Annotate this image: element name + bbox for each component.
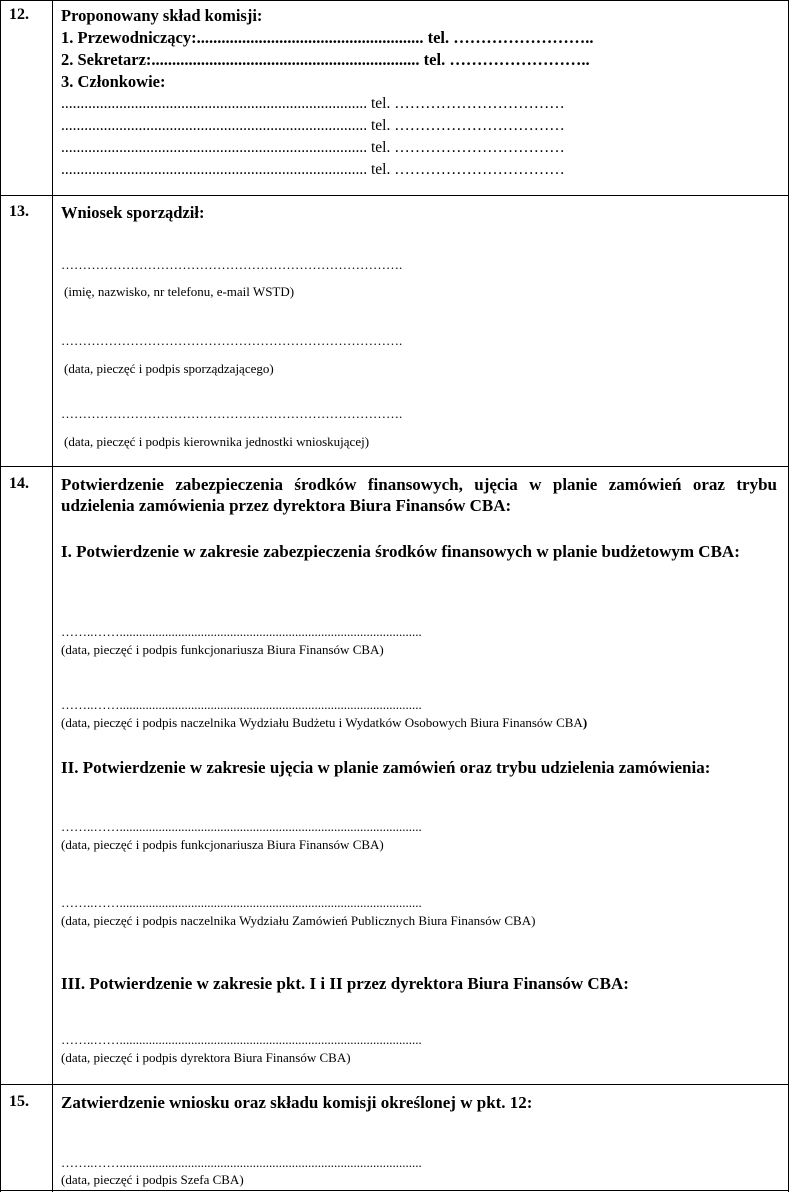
- caption-finance-officer: (data, pieczęć i podpis funkcjonariusza Biura Finansów CBA): [61, 837, 384, 852]
- row-divider-14-15: [0, 1084, 789, 1085]
- signature-dots: ……..…….............................................................................................: [61, 895, 422, 910]
- signature-dots: ……..…….............................................................................................: [61, 624, 422, 639]
- row-15-title: Zatwierdzenie wniosku oraz składu komisji określonej w pkt. 12:: [61, 1093, 533, 1112]
- secretary-line: [61, 50, 590, 69]
- secretary-label: 2. Sekretarz:................................................................. tel. ……………………..: [61, 50, 590, 69]
- row-14-title: Potwierdzenie zabezpieczenia środków finansowych, ujęcia w planie zamówień oraz trybu udzielenia zamówienia przez dyrektora Biura Finansów CBA:: [61, 475, 777, 515]
- caption-budget-head-text: (data, pieczęć i podpis naczelnika Wydziału Budżetu i Wydatków Osobowych Biura Finansów CBA: [61, 715, 583, 730]
- row-divider-12-13: [0, 195, 789, 196]
- row-number-13: 13.: [9, 203, 29, 220]
- row-number-15: 15.: [9, 1093, 29, 1110]
- caption-author-signature: (data, pieczęć i podpis sporządzającego): [64, 361, 274, 376]
- caption-cba-chief: (data, pieczęć i podpis Szefa CBA): [61, 1172, 244, 1187]
- signature-dots: ……..…….............................................................................................: [61, 697, 422, 712]
- table-border-left: [0, 0, 1, 1192]
- caption-procurement-head: (data, pieczęć i podpis naczelnika Wydziału Zamówień Publicznych Biura Finansów CBA): [61, 913, 536, 928]
- member-line-4: ............................................................................... tel. ……………………………: [61, 161, 565, 178]
- row-12-title: Proponowany skład komisji:: [61, 6, 263, 25]
- caption-finance-director: (data, pieczęć i podpis dyrektora Biura Finansów CBA): [61, 1050, 351, 1065]
- member-line-1: ............................................................................... tel. ……………………………: [61, 95, 565, 112]
- table-border-bottom: [0, 1190, 789, 1191]
- members-heading: 3. Członkowie:: [61, 72, 166, 91]
- caption-budget-head: [61, 715, 587, 731]
- column-divider: [52, 0, 53, 1192]
- signature-dots: …………………………………………………………………….: [61, 257, 403, 272]
- row-13-title: Wniosek sporządził:: [61, 203, 205, 222]
- signature-dots: …………………………………………………………………….: [61, 406, 403, 421]
- caption-author-contact: (imię, nazwisko, nr telefonu, e-mail WSTD): [64, 284, 295, 299]
- member-line-3: ............................................................................... tel. ……………………………: [61, 139, 565, 156]
- caption-finance-officer: (data, pieczęć i podpis funkcjonariusza Biura Finansów CBA): [61, 642, 384, 657]
- caption-unit-head-signature: (data, pieczęć i podpis kierownika jednostki wnioskującej): [64, 434, 370, 449]
- member-line-2: ............................................................................... tel. ……………………………: [61, 117, 565, 134]
- row-number-14: 14.: [9, 475, 29, 492]
- table-border-right: [788, 0, 789, 1192]
- section-1-heading: I. Potwierdzenie w zakresie zabezpieczenia środków finansowych w planie budżetowym CBA:: [61, 542, 740, 561]
- section-2-heading: II. Potwierdzenie w zakresie ujęcia w planie zamówień oraz trybu udzielenia zamówienia:: [61, 758, 711, 777]
- chairman-line: [61, 28, 594, 47]
- signature-dots: ……..…….............................................................................................: [61, 1032, 422, 1047]
- caption-closing-paren: ): [582, 715, 588, 730]
- row-number-12: 12.: [9, 6, 29, 23]
- section-3-heading: III. Potwierdzenie w zakresie pkt. I i II przez dyrektora Biura Finansów CBA:: [61, 974, 629, 993]
- signature-dots: …………………………………………………………………….: [61, 333, 403, 348]
- signature-dots: ……..…….............................................................................................: [61, 1155, 422, 1170]
- signature-dots: ……..…….............................................................................................: [61, 819, 422, 834]
- row-divider-13-14: [0, 466, 789, 467]
- chairman-label: 1. Przewodniczący:....................................................... tel. ……………………..: [61, 28, 594, 47]
- table-border-top: [0, 0, 789, 1]
